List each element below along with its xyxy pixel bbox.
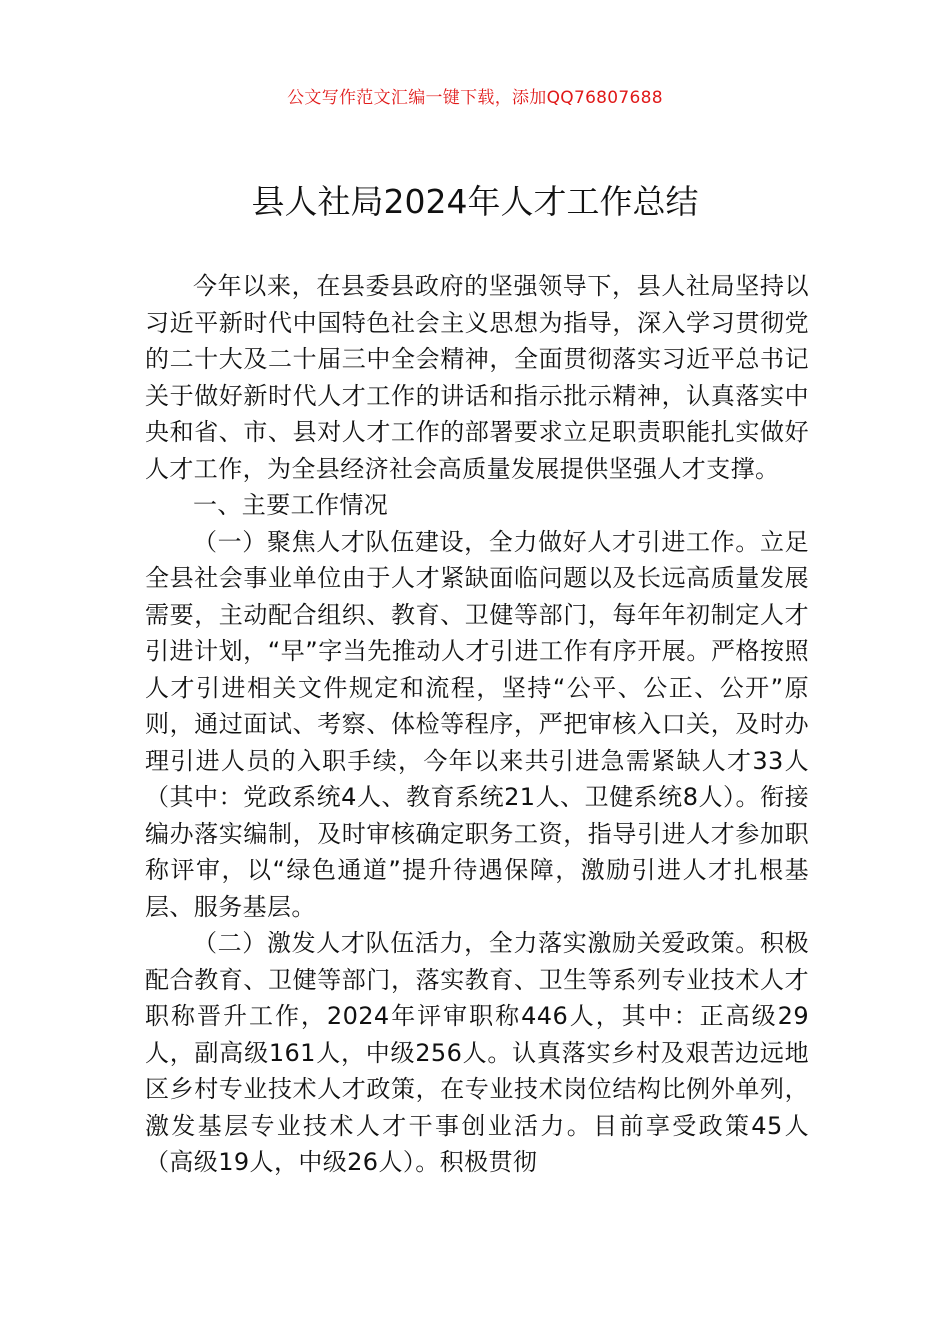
document-title: 县人社局2024年人才工作总结: [251, 182, 699, 221]
section-heading: 一、主要工作情况: [193, 491, 389, 519]
document-body: [145, 268, 809, 1181]
subsection-paragraph-2: （二）激发人才队伍活力，全力落实激励关爱政策。积极配合教育、卫健等部门，落实教育、卫生等系列专业技术人才职称晋升工作，2024年评审职称446人，其中：正高级29人，副高级161人，中级256人。认真落实乡村及艰苦边远地区乡村专业技术人才政策，在专业技术岗位结构比例外单列，激发基层专业技术人才干事创业活力。目前享受政策45人（高级19人，中级26人）。积极贯彻: [145, 929, 809, 1176]
subsection-paragraph-1: （一）聚焦人才队伍建设，全力做好人才引进工作。立足全县社会事业单位由于人才紧缺面临问题以及长远高质量发展需要，主动配合组织、教育、卫健等部门，每年年初制定人才引进计划，“早”字当先推动人才引进工作有序开展。严格按照人才引进相关文件规定和流程，坚持“公平、公正、公开”原则，通过面试、考察、体检等程序，严把审核入口关，及时办理引进人员的入职手续，今年以来共引进急需紧缺人才33人（其中：党政系统4人、教育系统21人、卫健系统8人）。衔接编办落实编制，及时审核确定职务工资，指导引进人才参加职称评审，以“绿色通道”提升待遇保障，激励引进人才扎根基层、服务基层。: [145, 527, 809, 921]
intro-paragraph: 今年以来，在县委县政府的坚强领导下，县人社局坚持以习近平新时代中国特色社会主义思想为指导，深入学习贯彻党的二十大及二十届三中全会精神，全面贯彻落实习近平总书记关于做好新时代人才工作的讲话和指示批示精神，认真落实中央和省、市、县对人才工作的部署要求立足职责职能扎实做好人才工作，为全县经济社会高质量发展提供坚强人才支撑。: [145, 272, 809, 483]
promo-banner[interactable]: 公文写作范文汇编一键下载，添加QQ76807688: [287, 88, 663, 108]
